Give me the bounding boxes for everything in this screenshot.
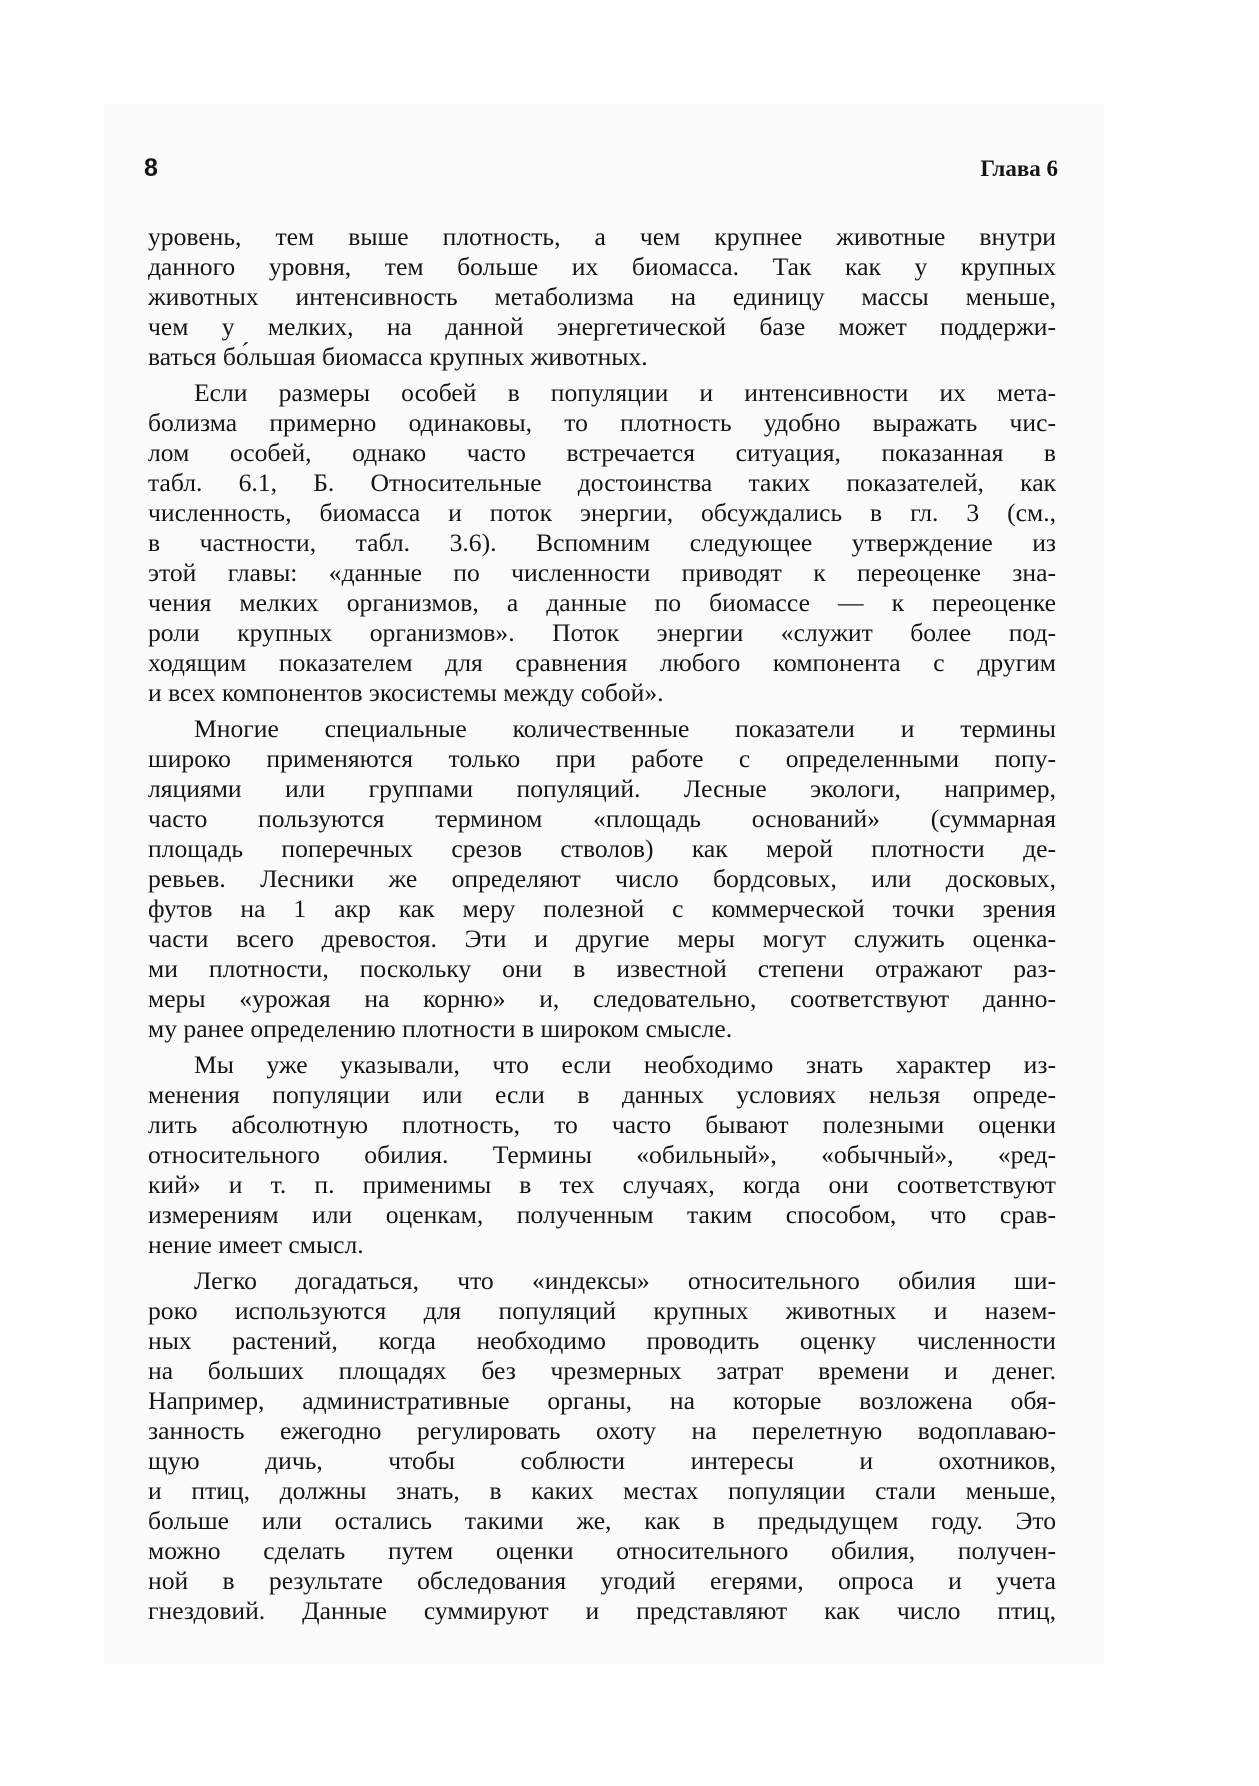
running-header	[144, 154, 1058, 190]
text-line: часто пользуются термином «площадь оснований» (суммарная	[148, 804, 1056, 833]
text-line: Мы уже указывали, что если необходимо знать характер из-	[194, 1050, 1056, 1079]
text-line: кий» и т. п. применимы в тех случаях, когда они соответствуют	[148, 1170, 1056, 1199]
text-line: на больших площадях без чрезмерных затрат времени и денег.	[148, 1356, 1056, 1385]
text-line: больше или остались такими же, как в предыдущем году. Это	[148, 1506, 1056, 1535]
body-text	[148, 222, 1056, 1626]
text-line: менения популяции или если в данных условиях нельзя опреде-	[148, 1080, 1056, 1109]
text-line: численность, биомасса и поток энергии, обсуждались в гл. 3 (см.,	[148, 498, 1056, 527]
text-line: ревьев. Лесники же определяют число бордсовых, или досковых,	[148, 864, 1056, 893]
text-line: Если размеры особей в популяции и интенсивности их мета-	[194, 378, 1056, 407]
text-line: чем у мелких, на данной энергетической базе может поддержи-	[148, 312, 1056, 341]
text-line: ми плотности, поскольку они в известной степени отражают раз-	[148, 954, 1056, 983]
text-line: этой главы: «данные по численности приводят к переоценке зна-	[148, 558, 1056, 587]
text-line: роли крупных организмов». Поток энергии «служит более под-	[148, 618, 1056, 647]
text-line: и птиц, должны знать, в каких местах популяции стали меньше,	[148, 1476, 1056, 1505]
text-line: меры «урожая на корню» и, следовательно, соответствуют данно-	[148, 984, 1056, 1013]
text-line: Например, административные органы, на которые возложена обя-	[148, 1386, 1056, 1415]
page-number: 8	[144, 154, 158, 182]
text-line: лом особей, однако часто встречается ситуация, показанная в	[148, 438, 1056, 467]
text-line: ваться бо́льшая биомасса крупных животных.	[148, 342, 648, 371]
text-line: части всего древостоя. Эти и другие меры могут служить оценка-	[148, 924, 1056, 953]
chapter-title: Глава 6	[980, 156, 1058, 181]
text-line: футов на 1 акр как меру полезной с коммерческой точки зрения	[148, 894, 1056, 923]
text-line: щую дичь, чтобы соблюсти интересы и охотников,	[148, 1446, 1056, 1475]
text-line: данного уровня, тем больше их биомасса. Так как у крупных	[148, 252, 1056, 281]
text-line: му ранее определению плотности в широком смысле.	[148, 1014, 733, 1043]
text-line: измерениям или оценкам, полученным таким способом, что срав-	[148, 1200, 1056, 1229]
text-line: ных растений, когда необходимо проводить оценку численности	[148, 1326, 1056, 1355]
text-line: Многие специальные количественные показатели и термины	[194, 714, 1056, 743]
text-line: лить абсолютную плотность, то часто бывают полезными оценки	[148, 1110, 1056, 1139]
text-line: относительного обилия. Термины «обильный», «обычный», «ред-	[148, 1140, 1056, 1169]
text-line: площадь поперечных срезов стволов) как мерой плотности де-	[148, 834, 1056, 863]
text-line: нение имеет смысл.	[148, 1230, 364, 1259]
text-line: можно сделать путем оценки относительного обилия, получен-	[148, 1536, 1056, 1565]
text-line: широко применяются только при работе с определенными попу-	[148, 744, 1056, 773]
text-line: ной в результате обследования угодий егерями, опроса и учета	[148, 1566, 1056, 1595]
paragraph-1	[148, 222, 1056, 372]
text-line: роко используются для популяций крупных животных и назем-	[148, 1296, 1056, 1325]
text-line: занность ежегодно регулировать охоту на перелетную водоплаваю-	[148, 1416, 1056, 1445]
paragraph-5	[148, 1266, 1056, 1626]
text-line: ходящим показателем для сравнения любого компонента с другим	[148, 648, 1056, 677]
text-line: и всех компонентов экосистемы между собой».	[148, 678, 664, 707]
text-line: уровень, тем выше плотность, а чем крупнее животные внутри	[148, 222, 1056, 251]
text-line: гнездовий. Данные суммируют и представляют как число птиц,	[148, 1596, 1056, 1625]
text-line: болизма примерно одинаковы, то плотность удобно выражать чис-	[148, 408, 1056, 437]
paragraph-4	[148, 1050, 1056, 1260]
text-line: ляциями или группами популяций. Лесные экологи, например,	[148, 774, 1056, 803]
paragraph-2	[148, 378, 1056, 708]
text-line: Легко догадаться, что «индексы» относительного обилия ши-	[194, 1266, 1056, 1295]
text-line: в частности, табл. 3.6). Вспомним следующее утверждение из	[148, 528, 1056, 557]
text-line: табл. 6.1, Б. Относительные достоинства таких показателей, как	[148, 468, 1056, 497]
text-line: животных интенсивность метаболизма на единицу массы меньше,	[148, 282, 1056, 311]
paragraph-3	[148, 714, 1056, 1044]
text-line: чения мелких организмов, а данные по биомассе — к переоценке	[148, 588, 1056, 617]
